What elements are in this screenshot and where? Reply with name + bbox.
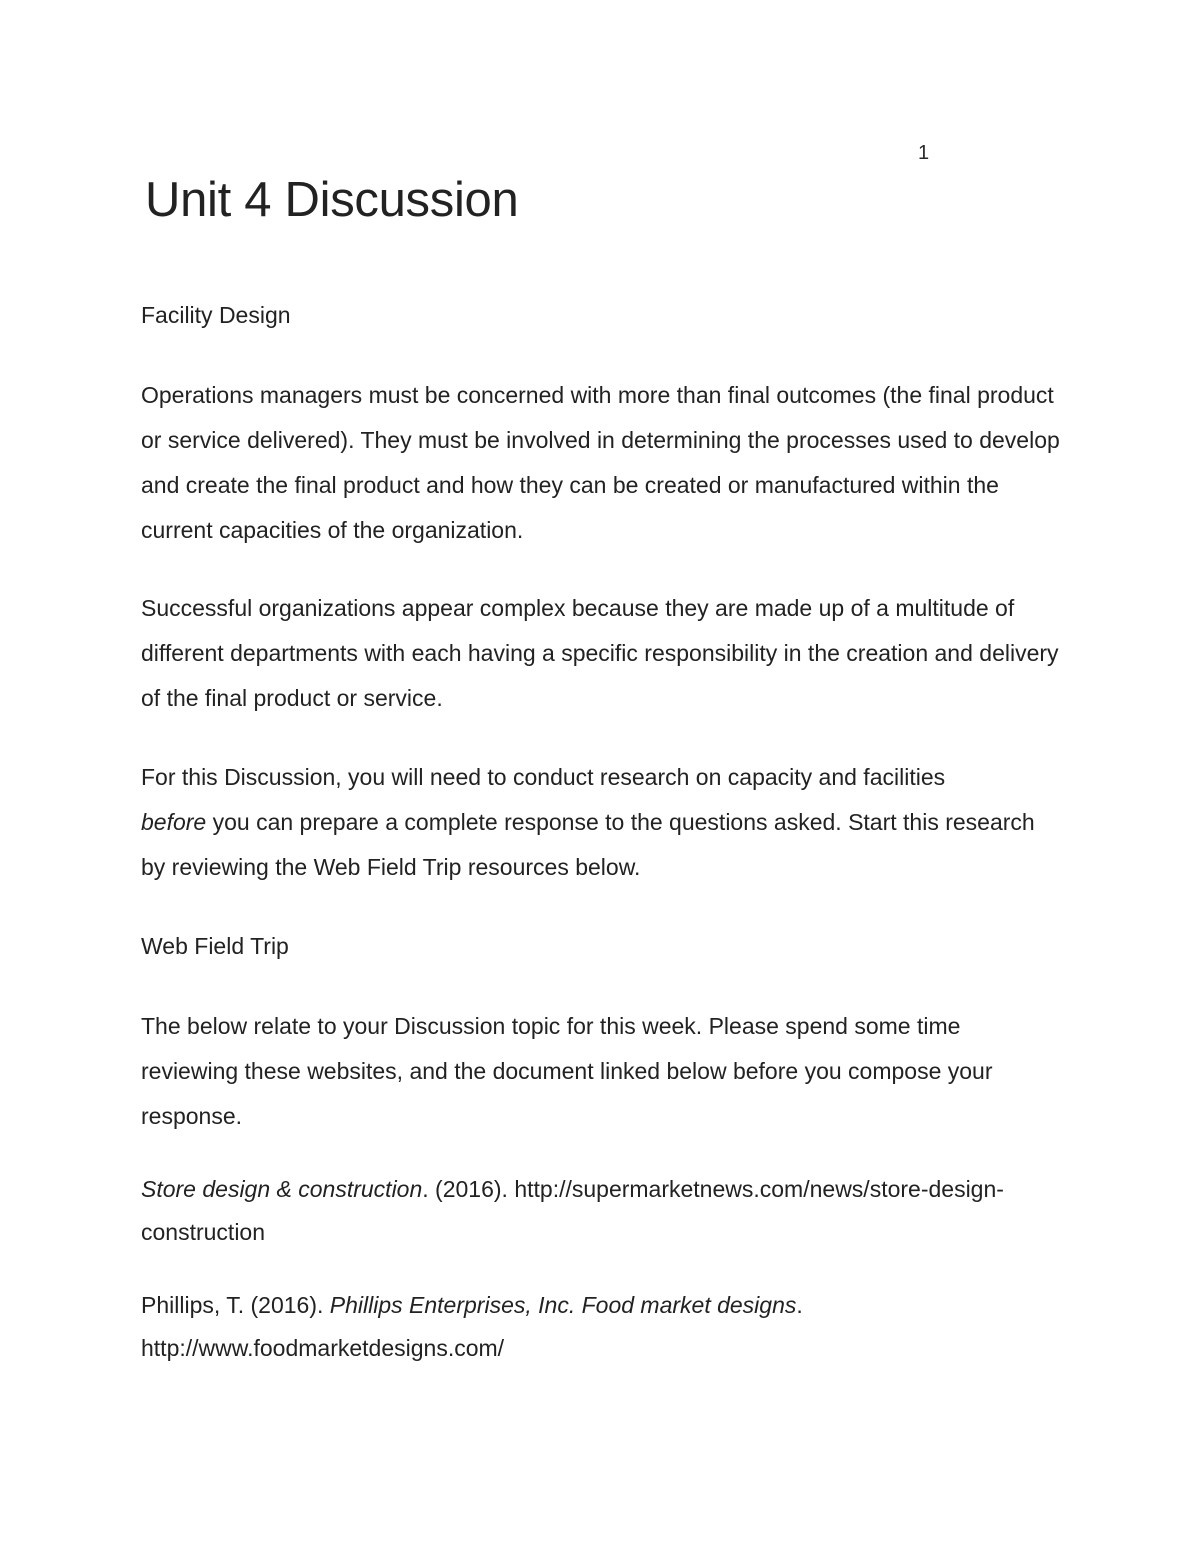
- paragraph-successful-organizations: Successful organizations appear complex because they are made up of a multitude of different departments with each having a specific responsibility in the creation and delivery of the final product or service.: [141, 595, 1059, 711]
- reference-store-design: [141, 1168, 1061, 1254]
- reference-title: Phillips Enterprises, Inc. Food market designs: [329, 1292, 797, 1318]
- emphasis-before: before: [141, 809, 207, 835]
- section-heading-facility-design: Facility Design: [141, 302, 291, 328]
- reference-phillips: [141, 1284, 1061, 1370]
- reference-details: . (2016). http://supermarketnews.com/news/store-design-construction: [141, 1176, 1004, 1245]
- section-heading-web-field-trip: Web Field Trip: [141, 933, 289, 959]
- page-number: 1: [918, 142, 930, 164]
- page-title: Unit 4 Discussion: [145, 173, 519, 227]
- reference-author: Phillips, T. (2016).: [141, 1292, 330, 1318]
- reference-details: . http://www.foodmarketdesigns.com/: [141, 1292, 803, 1361]
- paragraph-for-this-discussion: [141, 755, 1061, 890]
- paragraph-rest-text: you can prepare a complete response to the questions asked. Start this research by reviewing the Web Field Trip resources below.: [141, 809, 1035, 880]
- reference-title: Store design & construction: [141, 1176, 423, 1202]
- paragraph-operations-managers: Operations managers must be concerned with more than final outcomes (the final product or service delivered). They must be involved in determining the processes used to develop and create the final product and how they can be created or manufactured within the current capacities of the organization.: [141, 382, 1060, 543]
- paragraph-lead-text: For this Discussion, you will need to conduct research on capacity and facilities: [141, 764, 946, 790]
- paragraph-the-below-relate: The below relate to your Discussion topic for this week. Please spend some time reviewing these websites, and the document linked below before you compose your response.: [141, 1013, 993, 1129]
